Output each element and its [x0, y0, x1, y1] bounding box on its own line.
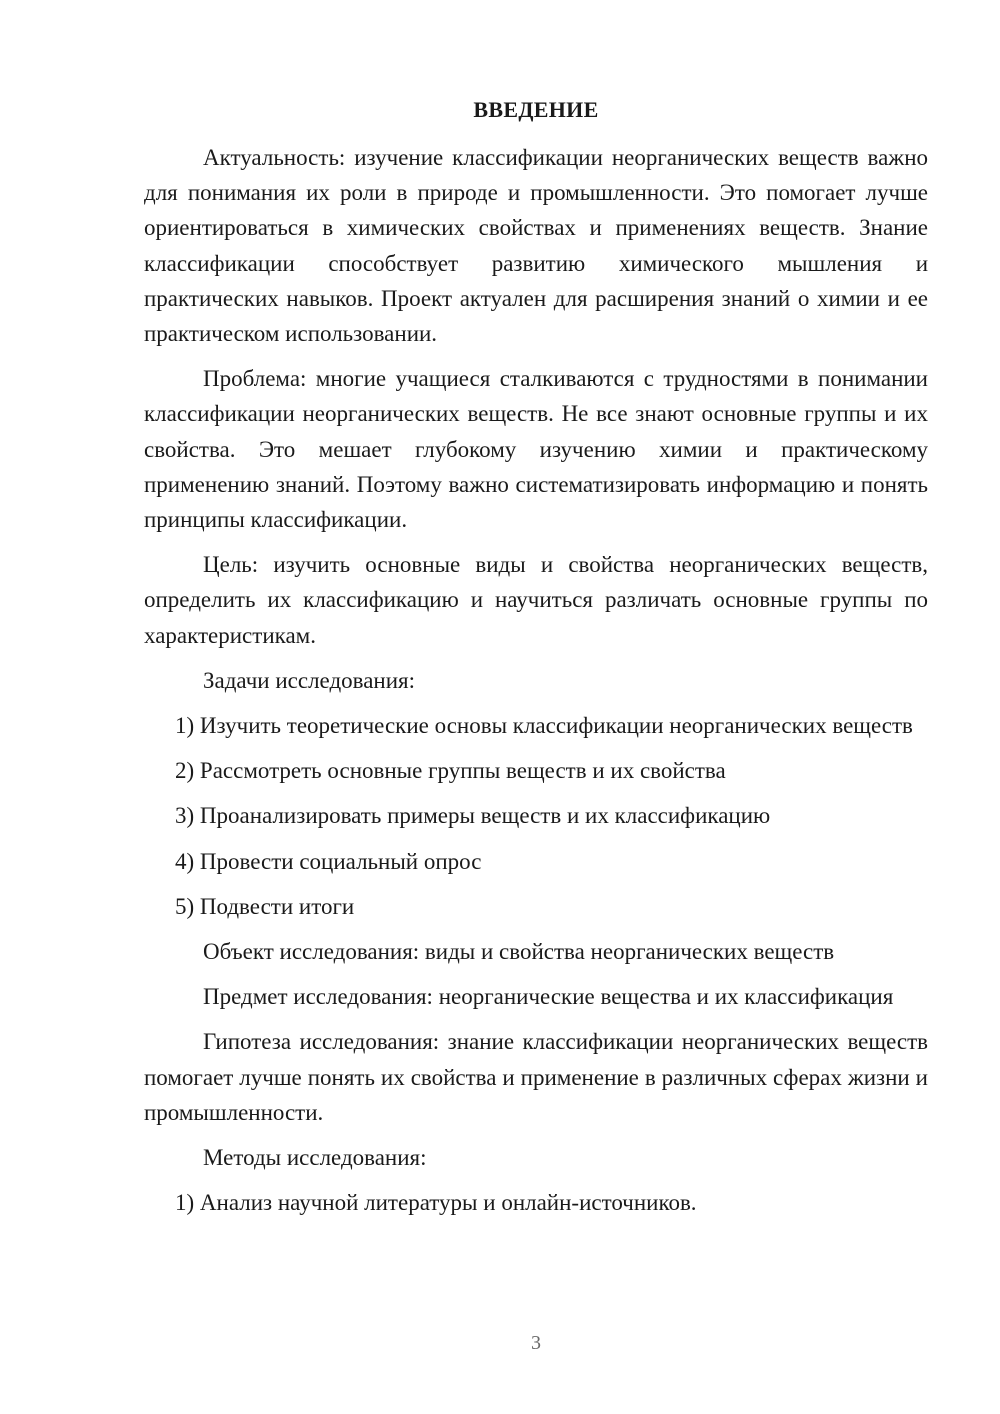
paragraph-goal: Цель: изучить основные виды и свойства неорганических веществ, определить их классификацию и научиться различать основные группы по характеристикам. — [144, 552, 928, 648]
task-item-2: 2) Рассмотреть основные группы веществ и их свойства — [175, 758, 726, 784]
task-item-1: 1) Изучить теоретические основы классификации неорганических веществ — [175, 713, 913, 739]
task-item-3: 3) Проанализировать примеры веществ и их классификацию — [175, 803, 771, 829]
document-page — [144, 92, 928, 1230]
paragraph-relevance: Актуальность: изучение классификации неорганических веществ важно для понимания их роли в природе и промышленности. Это помогает лучше ориентироваться в химических свойствах и применениях веществ. Знание классификации способствует развитию химического мышления и практических навыков. Проект актуален для расширения знаний о химии и ее практическом использовании. — [144, 145, 928, 347]
method-item-1: 1) Анализ научной литературы и онлайн-источников. — [175, 1190, 697, 1216]
paragraph-problem: Проблема: многие учащиеся сталкиваются с трудностями в понимании классификации неорганических веществ. Не все знают основные группы и их свойства. Это мешает глубокому изучению химии и практическому применению знаний. Поэтому важно систематизировать информацию и понять принципы классификации. — [144, 366, 928, 533]
paragraph-subject: Предмет исследования: неорганические вещества и их классификация — [203, 984, 894, 1010]
tasks-heading: Задачи исследования: — [203, 667, 416, 693]
paragraph-hypothesis: Гипотеза исследования: знание классификации неорганических веществ помогает лучше понять их свойства и применение в различных сферах жизни и промышленности. — [144, 1029, 928, 1125]
task-item-5: 5) Подвести итоги — [175, 893, 355, 919]
methods-heading: Методы исследования: — [203, 1145, 427, 1171]
task-item-4: 4) Провести социальный опрос — [175, 848, 482, 874]
paragraph-object: Объект исследования: виды и свойства неорганических веществ — [203, 939, 835, 965]
page-number: 3 — [531, 1332, 541, 1354]
section-heading: ВВЕДЕНИЕ — [473, 97, 599, 122]
